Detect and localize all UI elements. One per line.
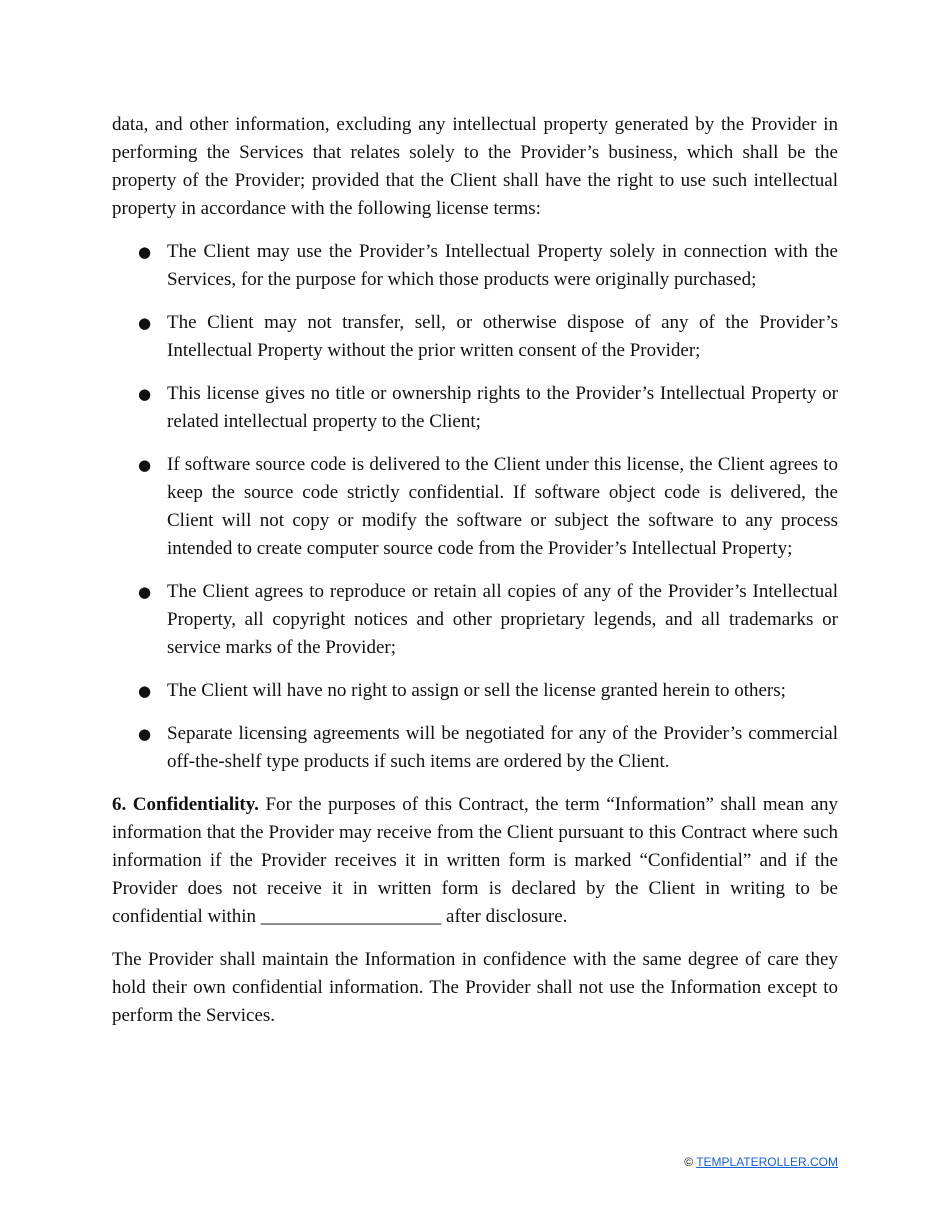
section-heading: 6. Confidentiality.: [112, 794, 259, 815]
section-body: For the purposes of this Contract, the term “Information” shall mean any information that the Provider may receive from the Client pursuant to this Contract where such information if the Provider receives it in written form is marked “Confidential” and if the Provider does not receive it in written form is declared by the Client in writing to be confidential within ___________________ after disclosure.: [112, 794, 839, 927]
list-item-text: The Client will have no right to assign or sell the license granted herein to others;: [167, 680, 786, 701]
copyright-icon: ©: [684, 1155, 697, 1169]
list-item-text: The Client may use the Provider’s Intellectual Property solely in connection with the Services, for the purpose for which those products were originally purchased;: [167, 241, 838, 290]
list-item-text: This license gives no title or ownership rights to the Provider’s Intellectual Property or related intellectual property to the Client;: [167, 383, 838, 432]
bullet-icon: ●: [138, 682, 152, 700]
bullet-icon: ●: [138, 456, 152, 474]
document-page: [112, 111, 838, 1045]
footer-copyright: [684, 1155, 838, 1169]
list-item: [112, 451, 838, 563]
intro-paragraph: data, and other information, excluding any intellectual property generated by the Provider in performing the Services that relates solely to the Provider’s business, which shall be the property of the Provider; provided that the Client shall have the right to use such intellectual property in accordance with the following license terms:: [112, 114, 838, 219]
list-item: [112, 238, 838, 294]
list-item-text: If software source code is delivered to the Client under this license, the Client agrees to keep the source code strictly confidential. If software object code is delivered, the Client will not copy or modify the software or subject the software to any process intended to create computer source code from the Provider’s Intellectual Property;: [167, 454, 838, 559]
bullet-icon: ●: [138, 583, 152, 601]
list-item: [112, 380, 838, 436]
list-item-text: Separate licensing agreements will be negotiated for any of the Provider’s commercial off-the-shelf type products if such items are ordered by the Client.: [167, 723, 838, 772]
bullet-icon: ●: [138, 314, 152, 332]
list-item-text: The Client may not transfer, sell, or otherwise dispose of any of the Provider’s Intellectual Property without the prior written consent of the Provider;: [167, 312, 838, 361]
list-item: [112, 677, 838, 705]
list-item: [112, 578, 838, 662]
closing-paragraph: The Provider shall maintain the Information in confidence with the same degree of care they hold their own confidential information. The Provider shall not use the Information except to perform the Services.: [112, 949, 838, 1026]
bullet-icon: ●: [138, 725, 152, 743]
list-item: [112, 309, 838, 365]
list-item-text: The Client agrees to reproduce or retain all copies of any of the Provider’s Intellectual Property, all copyright notices and other proprietary legends, and all trademarks or service marks of the Provider;: [167, 581, 838, 658]
bullet-icon: ●: [138, 385, 152, 403]
templateroller-link[interactable]: TEMPLATEROLLER.COM: [696, 1155, 838, 1169]
bullet-icon: ●: [138, 243, 152, 261]
list-item: [112, 720, 838, 776]
confidentiality-section: [112, 791, 838, 931]
license-terms-list: [112, 238, 838, 776]
